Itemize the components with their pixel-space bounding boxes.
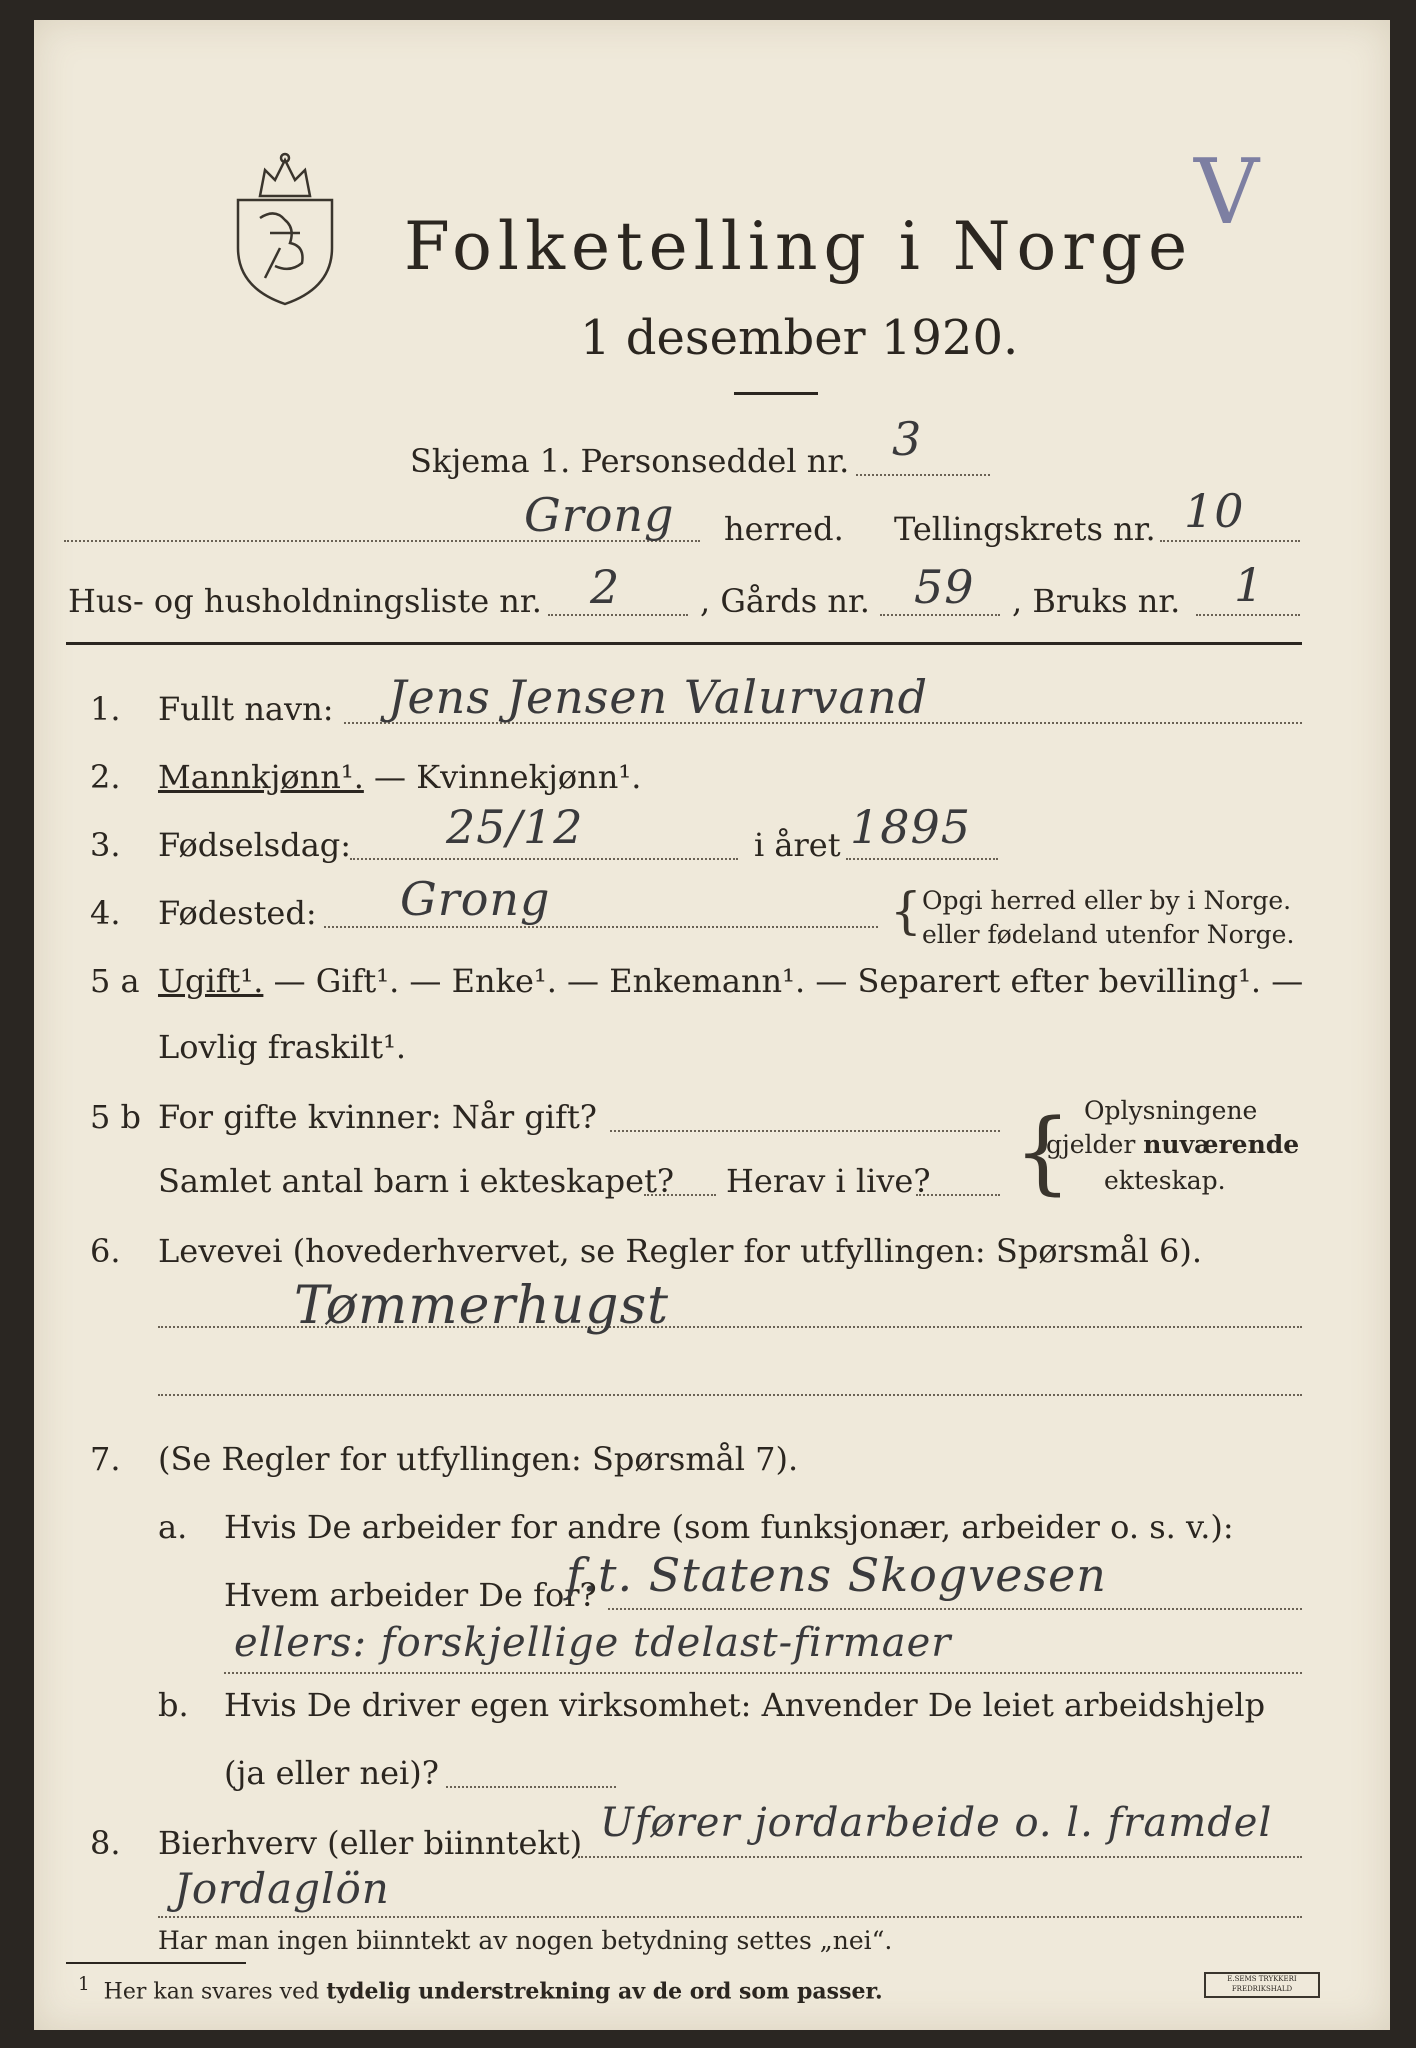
full-name-value[interactable]: Jens Jensen Valurvand xyxy=(388,670,929,724)
birth-year-value[interactable]: 1895 xyxy=(850,800,972,854)
q5b-note-line1: Oplysningene xyxy=(1084,1096,1258,1125)
q7b-letter: b. xyxy=(158,1686,189,1724)
gards-field-line xyxy=(880,614,1000,616)
married-when-field-line xyxy=(610,1130,1000,1132)
q7b-yesno-label: (ja eller nei)? xyxy=(224,1754,439,1792)
q7-label: (Se Regler for utfyllingen: Spørsmål 7). xyxy=(158,1440,799,1478)
employer-value[interactable]: f.t. Statens Skogvesen xyxy=(566,1548,1107,1602)
norway-coat-of-arms-icon xyxy=(230,148,340,308)
krets-value[interactable]: 10 xyxy=(1184,484,1245,538)
year-label: i året xyxy=(754,826,841,864)
header-rule xyxy=(66,642,1302,645)
q4-note-line2: eller fødeland utenfor Norge. xyxy=(922,920,1295,949)
q7b-label: Hvis De driver egen virksomhet: Anvender De leiet arbeidshjelp xyxy=(224,1686,1266,1724)
occupation-value[interactable]: Tømmerhugst xyxy=(294,1276,670,1336)
bruks-field-line xyxy=(1196,614,1300,616)
q5a-options xyxy=(158,962,1303,1000)
occupation-field-line-2 xyxy=(158,1394,1302,1396)
q6-number: 6. xyxy=(90,1232,121,1270)
q5b-note-gjelder: gjelder xyxy=(1046,1130,1144,1159)
q7-number: 7. xyxy=(90,1440,121,1478)
census-date: 1 desember 1920. xyxy=(580,310,1019,366)
alive-field-line xyxy=(916,1194,1000,1196)
female-option[interactable]: Kvinnekjønn¹. xyxy=(416,758,642,796)
q7a-employer-label: Hvem arbeider De for? xyxy=(224,1576,597,1614)
q5b-children-label: Samlet antal barn i ekteskapet? xyxy=(158,1162,675,1200)
q1-number: 1. xyxy=(90,690,121,728)
gards-value[interactable]: 59 xyxy=(914,560,975,614)
children-field-line xyxy=(644,1194,716,1196)
employer-field-line xyxy=(608,1608,1302,1610)
census-form-page xyxy=(34,20,1390,2030)
footnote-mark: 1 xyxy=(78,1974,90,1995)
q5b-married-label: For gifte kvinner: Når gift? xyxy=(158,1098,597,1136)
printer-stamp: E.SEMS TRYKKERI FREDRIKSHALD xyxy=(1204,1972,1320,1998)
q7a-label: Hvis De arbeider for andre (som funksjonær, arbeider o. s. v.): xyxy=(224,1508,1234,1546)
q5b-brace: { xyxy=(1014,1100,1072,1205)
birthplace-field-line xyxy=(324,926,878,928)
q3-number: 3. xyxy=(90,826,121,864)
ugift-option[interactable]: Ugift¹. xyxy=(158,962,264,1000)
herred-label: herred. xyxy=(724,510,844,548)
q8-note: Har man ingen biinntekt av nogen betydning settes „nei“. xyxy=(158,1926,893,1955)
q5b-number: 5 b xyxy=(90,1098,142,1136)
q5b-note-line2 xyxy=(1046,1130,1299,1159)
fraskilt-option[interactable]: Lovlig fraskilt¹. xyxy=(158,1028,407,1066)
q2-separator: — xyxy=(363,758,417,796)
birthday-value[interactable]: 25/12 xyxy=(446,800,584,854)
q2-options xyxy=(158,758,641,796)
side-income-value[interactable]: Ufører jordarbeide o. l. framdel xyxy=(600,1800,1273,1846)
q4-brace: { xyxy=(890,882,922,940)
bruks-label: , Bruks nr. xyxy=(1012,582,1181,620)
hus-label: Hus- og husholdningsliste nr. xyxy=(68,582,542,620)
skjema-value[interactable]: 3 xyxy=(892,412,923,466)
other-marital-options[interactable]: — Gift¹. — Enke¹. — Enkemann¹. — Separert efter bevilling¹. — xyxy=(263,962,1304,1000)
q5b-note-nuvaerende: nuværende xyxy=(1143,1130,1300,1159)
birthplace-value[interactable]: Grong xyxy=(400,872,551,926)
side-income-field-line xyxy=(578,1856,1302,1858)
q2-number: 2. xyxy=(90,758,121,796)
footnote-bold: tydelig understrekning xyxy=(326,1978,611,2005)
q8-number: 8. xyxy=(90,1824,121,1862)
q1-label: Fullt navn: xyxy=(158,690,334,728)
footnote-rule xyxy=(66,1962,246,1964)
employer-field-line-2 xyxy=(224,1672,1302,1674)
footnote-end: av de ord som passer. xyxy=(610,1978,883,2005)
gards-label: , Gårds nr. xyxy=(700,582,870,620)
form-title: Folketelling i Norge xyxy=(404,208,1194,285)
year-field-line xyxy=(846,858,998,860)
q8-label: Bierhverv (eller biinntekt) xyxy=(158,1824,583,1862)
q5b-note-line3: ekteskap. xyxy=(1104,1166,1226,1195)
footnote-text: Her kan svares ved xyxy=(103,1979,327,2005)
side-income-value-2[interactable]: Jordaglön xyxy=(174,1864,390,1913)
bruks-value[interactable]: 1 xyxy=(1234,558,1265,612)
krets-label: Tellingskrets nr. xyxy=(894,510,1156,548)
q7a-letter: a. xyxy=(158,1508,188,1546)
check-mark: V xyxy=(1194,140,1260,245)
yesno-field-line xyxy=(446,1786,616,1788)
q5b-alive-label: Herav i live? xyxy=(726,1162,931,1200)
q4-note-line1: Opgi herred eller by i Norge. xyxy=(922,886,1292,915)
krets-field-line xyxy=(1160,540,1300,542)
herred-value[interactable]: Grong xyxy=(524,488,675,542)
hus-value[interactable]: 2 xyxy=(590,560,621,614)
skjema-label: Skjema 1. Personseddel nr. xyxy=(410,442,850,480)
male-option[interactable]: Mannkjønn¹. xyxy=(158,758,364,796)
q5a-number: 5 a xyxy=(90,962,140,1000)
side-income-field-line-2 xyxy=(158,1916,1302,1918)
birthday-field-line xyxy=(350,858,738,860)
footnote xyxy=(78,1974,883,2004)
q6-label: Levevei (hovederhvervet, se Regler for utfyllingen: Spørsmål 6). xyxy=(158,1232,1203,1270)
q4-number: 4. xyxy=(90,894,121,932)
employer-value-2[interactable]: ellers: forskjellige tdelast-firmaer xyxy=(234,1620,952,1666)
skjema-field-line xyxy=(856,474,990,476)
title-divider xyxy=(734,392,818,395)
q4-label: Fødested: xyxy=(158,894,317,932)
hus-field-line xyxy=(548,614,688,616)
q3-label: Fødselsdag: xyxy=(158,826,352,864)
